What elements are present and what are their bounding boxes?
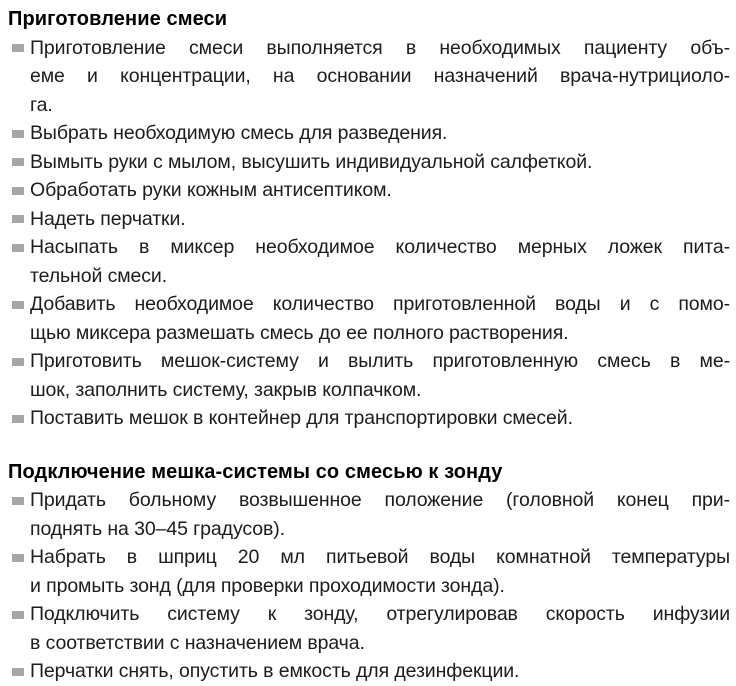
list-item [8,119,730,148]
list-item [8,404,730,433]
list-item [8,176,730,205]
square-bullet-icon [12,497,24,505]
square-bullet-icon [12,611,24,619]
section-title: Приготовление смеси [8,8,228,30]
list-item-line: Добавить необходимое количество приготовленной воды и с помо- [30,293,730,315]
list-item-lines [30,600,730,657]
list-item-line: Надеть перчатки. [30,207,186,230]
list-item-lines [30,176,730,205]
list-item-lines [30,34,730,120]
list-item [8,34,730,120]
list-item-line: в соответствии с назначением врача. [30,631,365,654]
square-bullet-icon [12,130,24,138]
list-item [8,657,730,686]
list-item-lines [30,290,730,347]
list-item-line: поднять на 30–45 градусов). [30,517,285,540]
list-item-lines [30,657,730,686]
square-bullet-icon [12,668,24,676]
list-item-line: Обработать руки кожным антисептиком. [30,179,392,201]
section-1 [8,458,730,686]
square-bullet-icon [12,244,24,252]
square-bullet-icon [12,187,24,195]
section-title: Подключение мешка-системы со смесью к зонду [8,460,503,483]
list-item [8,600,730,657]
list-item [8,148,730,177]
instruction-list [8,486,730,686]
sections-container [8,5,730,686]
square-bullet-icon [12,215,24,223]
list-item-line: га. [30,93,53,116]
list-item-line: Набрать в шприц 20 мл питьевой воды комнатной температуры [30,546,730,568]
list-item-lines [30,233,730,290]
instruction-list [8,34,730,433]
list-item-line: Вымыть руки с мылом, высушить индивидуальной салфеткой. [30,150,593,173]
list-item-line: Перчатки снять, опустить в емкость для дезинфекции. [30,660,520,682]
list-item-lines [30,119,730,148]
list-item-line: Придать больному возвышенное положение (головной конец при- [30,489,730,511]
list-item-line: еме и концентрации, на основании назначений врача-нутрициоло- [30,65,730,87]
list-item [8,290,730,347]
list-item-line: Выбрать необходимую смесь для разведения. [30,122,448,144]
list-item-lines [30,404,730,433]
list-item-lines [30,543,730,600]
square-bullet-icon [12,358,24,366]
list-item-line: щью миксера размешать смесь до ее полного растворения. [30,321,569,344]
list-item-lines [30,148,730,177]
square-bullet-icon [12,415,24,423]
section-0 [8,5,730,433]
list-item-lines [30,205,730,234]
list-item [8,233,730,290]
list-item [8,347,730,404]
list-item-line: Насыпать в миксер необходимое количество мерных ложек пита- [30,236,730,258]
list-item-line: Приготовление смеси выполняется в необходимых пациенту объ- [30,36,730,59]
list-item-line: и промыть зонд (для проверки проходимости зонда). [30,574,505,597]
list-item [8,486,730,543]
square-bullet-icon [12,44,24,52]
square-bullet-icon [12,554,24,562]
list-item [8,205,730,234]
square-bullet-icon [12,301,24,309]
list-item-line: Подключить систему к зонду, отрегулировав скорость инфузии [30,603,730,625]
list-item-lines [30,347,730,404]
list-item-line: шок, заполнить систему, закрыв колпачком. [30,378,422,401]
list-item-line: Приготовить мешок-систему и вылить приготовленную смесь в ме- [30,350,730,372]
list-item-line: Поставить мешок в контейнер для транспортировки смесей. [30,407,573,429]
square-bullet-icon [12,158,24,166]
list-item-line: тельной смеси. [30,264,168,287]
list-item-lines [30,486,730,543]
list-item [8,543,730,600]
